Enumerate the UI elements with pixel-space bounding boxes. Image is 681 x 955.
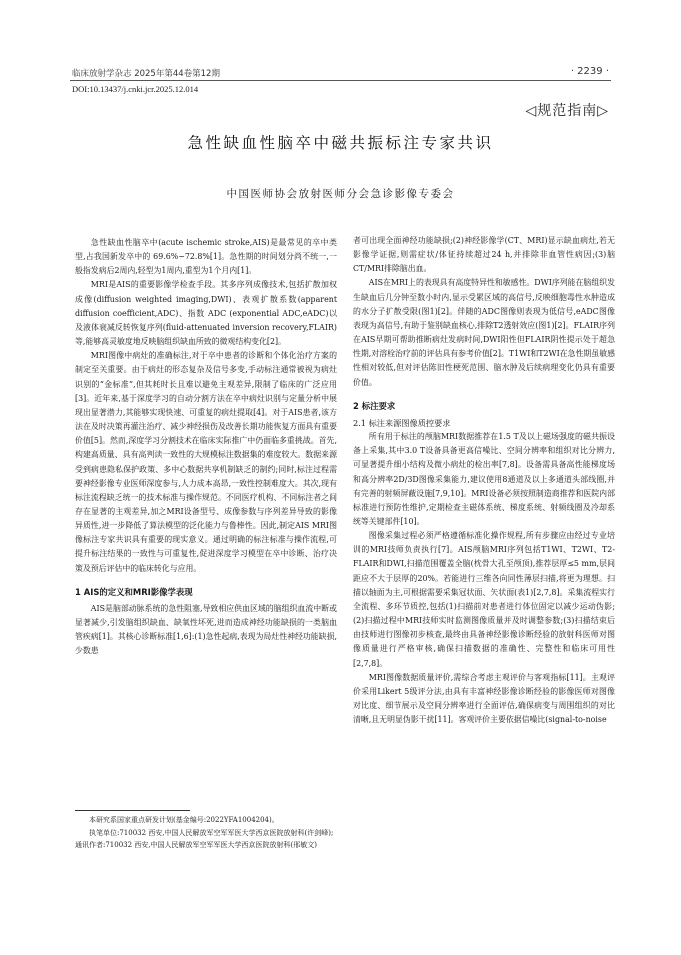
footnote: 执笔单位:710032 西安,中国人民解放军空军军医大学西京医院放射科(许剑峰);通讯作者:710032 西安,中国人民解放军空军军医大学西京医院放射科(邢敏文)	[75, 828, 334, 850]
body-paragraph: 所有用于标注的颅脑MRI数据推荐在1.5 T及以上磁场强度的磁共振设备上采集,其中3.0 T设备具备更高信噪比、空间分辨率和组织对比分辨力,可显著提升细小结构及微小病灶的检出率[7,8]。设备需具备高性能梯度场和高分辨率2D/3D图像采集能力,建议使用8通道及以上多通道头部线圈,并有完善的射频屏蔽设施[7,9,10]。MRI设备必须按照制造商推荐和医院内部标准进行预防性维护,定期检查主磁体系统、梯度系统、射频线圈及冷却系统等关键部件[10]。	[353, 432, 615, 526]
right-column	[353, 234, 615, 727]
footnote-divider	[75, 810, 190, 811]
body-paragraph: MRI图像数据质量评价,需综合考虑主观评价与客观指标[11]。主观评价采用Likert 5级评分法,由具有丰富神经影像诊断经验的影像医师对图像对比度、细节展示及空间分辨率进行全面评估,确保病变与周围组织的对比清晰,且无明显伪影干扰[11]。客观评价主要依据信噪比(signal-to-noise	[353, 672, 615, 725]
doi-link[interactable]: DOI:10.13437/j.cnki.jcr.2025.12.014	[72, 84, 199, 94]
header-divider	[70, 80, 611, 81]
body-paragraph: MRI图像中病灶的准确标注,对于卒中患者的诊断和个体化治疗方案的制定至关重要。由于病灶的形态复杂及信号多变,手动标注通常被视为病灶识别的“金标准”,但其耗时长且难以避免主观差异,限制了临床的广泛应用[3]。近年来,基于深度学习的自动分割方法在卒中病灶识别与定量分析中展现出显著潜力,其能够实现快速、可重复的病灶提取[4]。对于AIS患者,该方法在及时决策再灌注治疗、减少神经损伤及改善长期功能恢复方面具有重要价值[5]。然而,深度学习分割技术在临床实际推广中仍面临多重挑战。首先,构建高质量、具有高判读一致性的大规模标注数据集的难度较大。数据来源受到病患隐私保护政策、多中心数据共享机制缺乏的制约;同时,标注过程需要神经影像专业医师深度参与,人力成本高昂,一致性控制难度大。其次,现有标注流程缺乏统一的技术标准与操作规范。不同医疗机构、不同标注者之间存在显著的主观差异,加之MRI设备型号、成像参数与序列差异导致的影像异质性,进一步降低了算法模型的泛化能力与鲁棒性。因此,制定AIS MRI图像标注专家共识具有重要的现实意义。通过明确的标注标准与操作流程,可提升标注结果的一致性与可重复性,促进深度学习模型在卒中诊断、治疗决策及预后评估中的临床转化与应用。	[75, 351, 337, 573]
body-paragraph: 急性缺血性脑卒中(acute ischemic stroke,AIS)是最常见的卒中类型,占我国新发卒中的 69.6%~72.8%[1]。急性期的时间划分尚不统一,一般指发病后2周内,轻型为1周内,重型为1个月内[1]。	[75, 238, 337, 276]
footnotes	[75, 814, 337, 852]
body-paragraph: MRI是AIS的重要影像学检查手段。其多序列成像技术,包括扩散加权成像(diffusion weighted imaging,DWI)、表观扩散系数(apparent diffusion coefficient,ADC)、指数 ADC (exponential ADC,eADC)以及液体衰减反转恢复序列(fluid-attenuated inversion recovery,FLAIR)等,能够高灵敏度地反映脑组织缺血所致的微观结构变化[2]。	[75, 280, 337, 347]
section-heading: 1 AIS的定义和MRI影像学表现	[75, 586, 193, 597]
article-title: 急性缺血性脑卒中磁共振标注专家共识	[187, 134, 494, 152]
left-column	[75, 236, 337, 659]
body-paragraph: 者可出现全面神经功能缺损;(2)神经影像学(CT、MRI)显示缺血病灶,若无影像学证据,则需症状/体征持续超过24 h,并排除非血管性病因;(3)脑CT/MRI排除脑出血。	[353, 236, 615, 274]
section-tag: ◁规范指南▷	[525, 103, 609, 119]
article-authors: 中国医师协会放射医师分会急诊影像专委会	[226, 188, 455, 200]
footnote: 本研究系国家重点研发计划(基金编号:2022YFA1004204)。	[89, 816, 279, 824]
body-paragraph: 图像采集过程必须严格遵循标准化操作规程,所有步骤应由经过专业培训的MRI技师负责执行[7]。AIS颅脑MRI序列包括T1WI、T2WI、T2-FLAIR和DWI,扫描范围覆盖全脑(枕骨大孔至颅顶),推荐层厚≤5 mm,层间距应不大于层厚的20%。若能进行三维各向同性薄层扫描,将更为理想。扫描以轴面为主,可根据需要采集冠状面、矢状面(表1)[2,7,8]。采集流程实行全流程、多环节质控,包括(1)扫描前对患者进行体位固定以减少运动伪影;(2)扫描过程中MRI技师实时监测图像质量并及时调整参数;(3)扫描结束后由技师进行图像初步核查,最终由具备神经影像诊断经验的放射科医师对图像质量进行严格审核,确保扫描数据的准确性、完整性和临床可用性[2,7,8]。	[353, 531, 615, 668]
journal-name: 临床放射学杂志 2025年第44卷第12期	[72, 69, 220, 79]
page-number: · 2239 ·	[570, 66, 609, 77]
body-paragraph: AIS是脑部动脉系统的急性阻塞,导致相应供血区域的脑组织血流中断或显著减少,引发脑组织缺血、缺氧性坏死,进而造成神经功能缺损的一类脑血管疾病[1]。其核心诊断标准[1,6]:(1)急性起病,表现为局灶性神经功能缺损,少数患	[75, 603, 337, 656]
body-paragraph: AIS在MRI上的表现具有高度特异性和敏感性。DWI序列能在脑组织发生缺血后几分钟至数小时内,显示受累区域的高信号,反映细胞毒性水肿造成的水分子扩散受限(图1)[2]。伴随的ADC图像则表现为低信号,eADC图像表现为高信号,有助于鉴别缺血核心,排除T2透射效应(图1)[2]。FLAIR序列在AIS早期可帮助推断病灶发病时间,DWI阳性但FLAIR阴性提示处于超急性期,对溶栓治疗前的评估具有参考价值[2]。T1WI和T2WI在急性期虽敏感性相对较低,但对评估陈旧性梗死范围、脑水肿及后续病理变化仍具有重要价值。	[353, 278, 615, 387]
section-heading: 2 标注要求	[353, 400, 396, 411]
subsection-heading: 2.1 标注来源图像质控要求	[353, 417, 451, 428]
